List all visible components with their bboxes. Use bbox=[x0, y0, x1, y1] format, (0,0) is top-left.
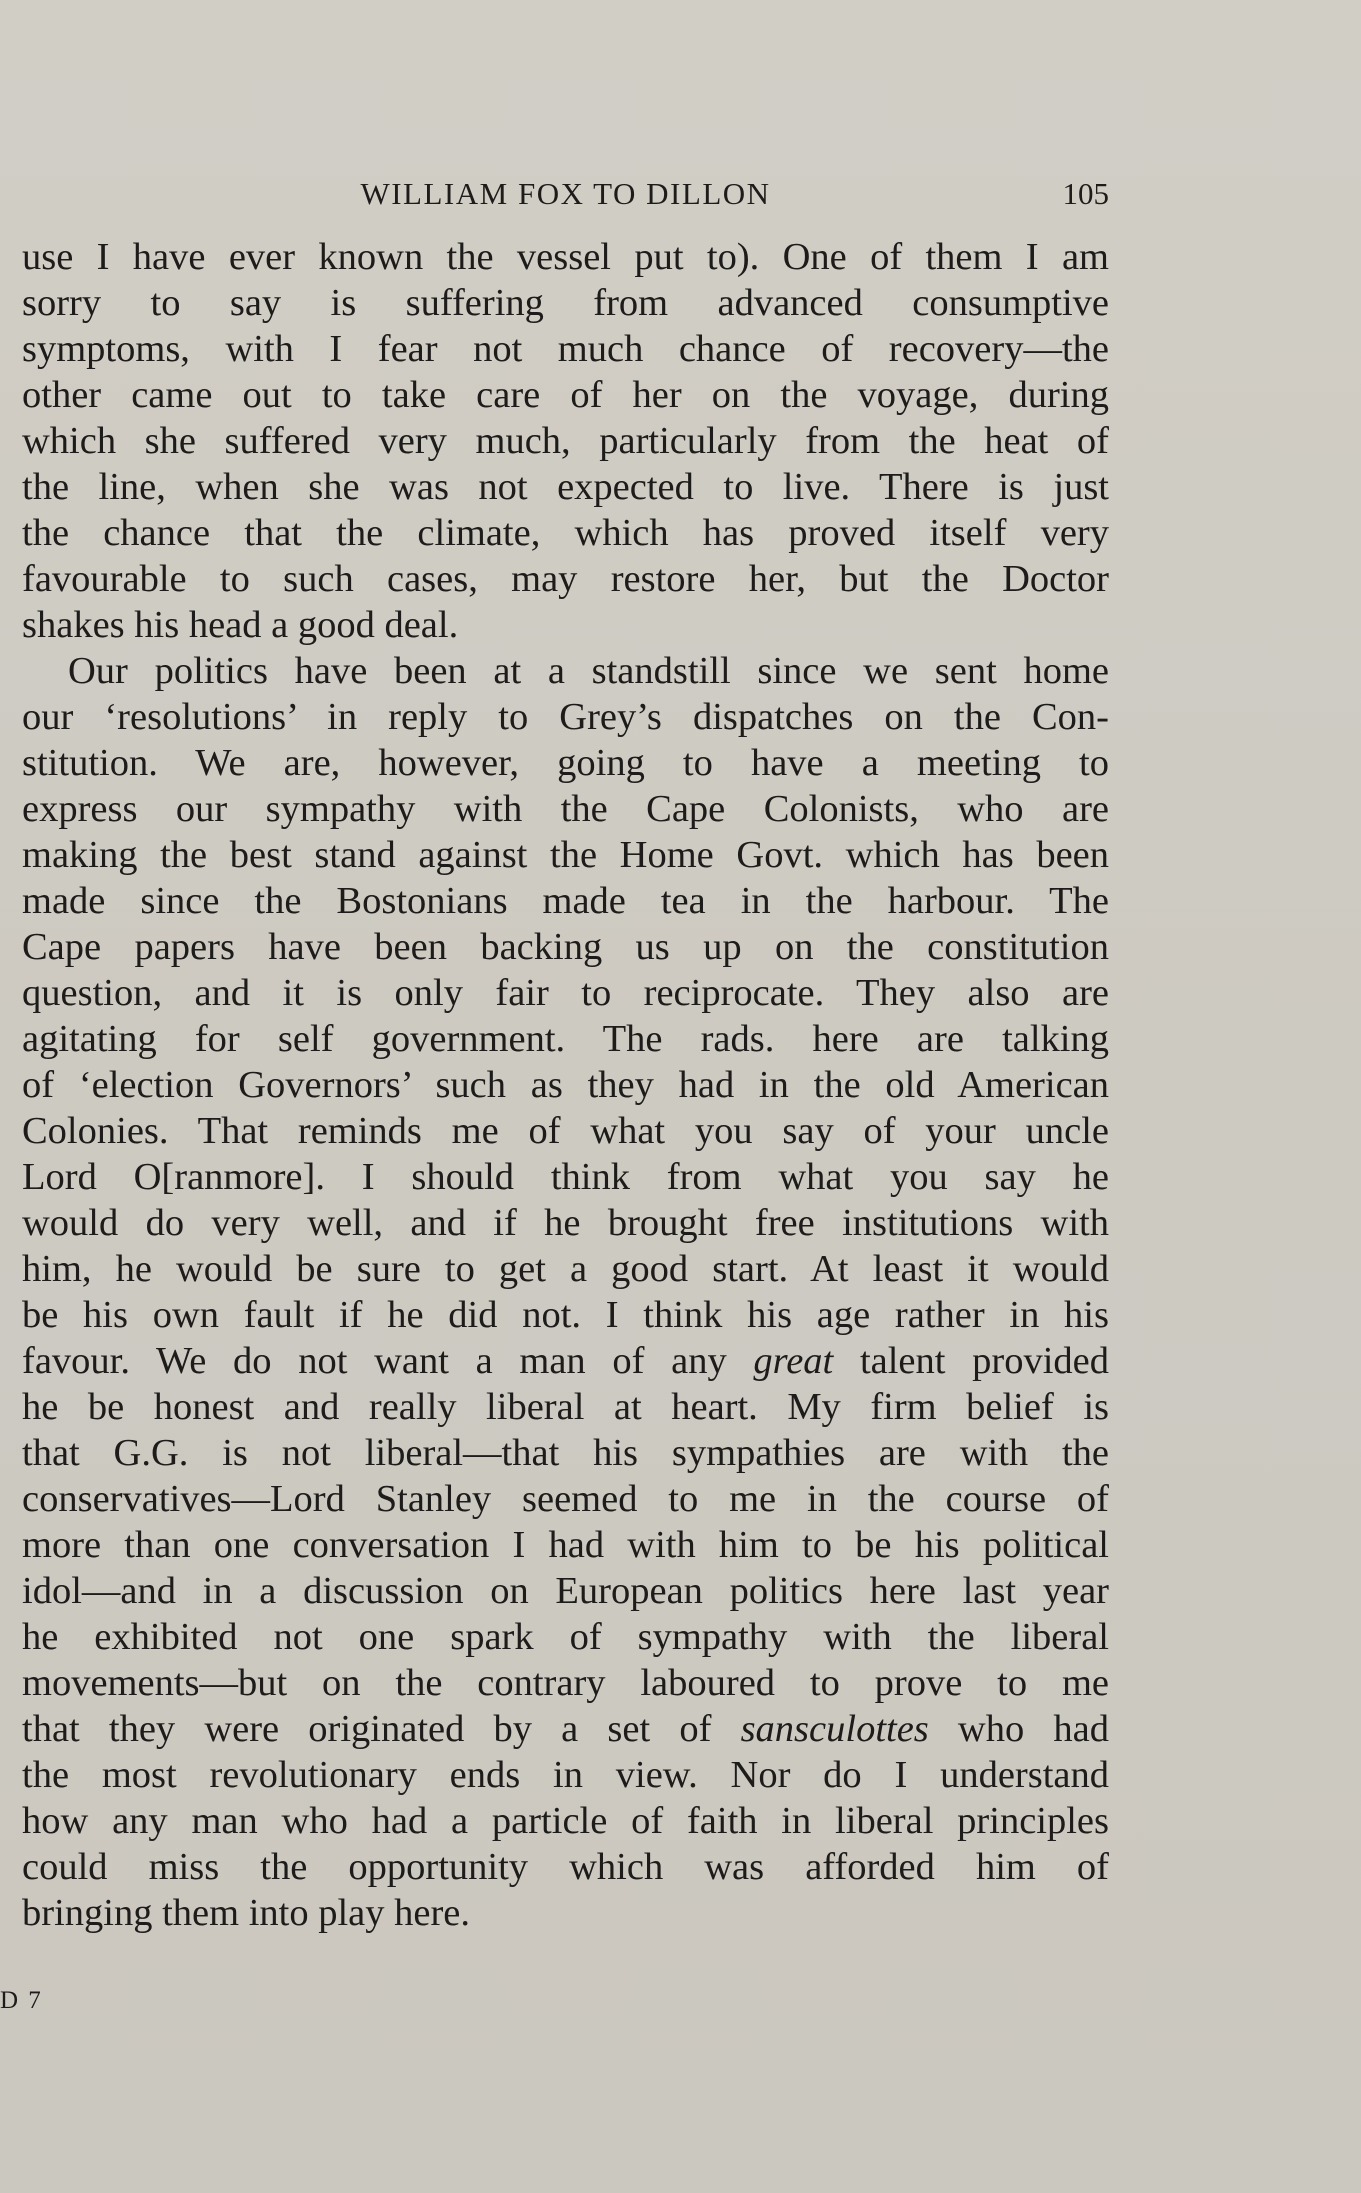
text-run: who had bbox=[928, 1708, 1109, 1750]
text-run: that they were originated by a set of bbox=[22, 1708, 741, 1750]
text-line: more than one conversation I had with him to be his political bbox=[22, 1524, 1109, 1566]
text-line: symptoms, with I fear not much chance of recovery—the bbox=[22, 328, 1109, 370]
text-line: be his own fault if he did not. I think his age rather in his bbox=[22, 1294, 1109, 1336]
text-line: express our sympathy with the Cape Colonists, who are bbox=[22, 788, 1109, 830]
text-line: he be honest and really liberal at heart. My firm belief is bbox=[22, 1386, 1109, 1428]
text-line: stitution. We are, however, going to have a meeting to bbox=[22, 742, 1109, 784]
text-line: Lord O[ranmore]. I should think from what you say he bbox=[22, 1156, 1109, 1198]
text-line: agitating for self government. The rads. here are talking bbox=[22, 1018, 1109, 1060]
text-line: Colonies. That reminds me of what you say of your uncle bbox=[22, 1110, 1109, 1152]
text-line: making the best stand against the Home Govt. which has been bbox=[22, 834, 1109, 876]
paragraph-start-line: Our politics have been at a standstill since we sent home bbox=[68, 650, 1109, 692]
text-line: him, he would be sure to get a good start. At least it would bbox=[22, 1248, 1109, 1290]
letter-body bbox=[22, 234, 1109, 1936]
text-line: could miss the opportunity which was afforded him of bbox=[22, 1846, 1109, 1888]
text-line: made since the Bostonians made tea in the harbour. The bbox=[22, 880, 1109, 922]
signature-mark: D 7 bbox=[0, 1987, 43, 2014]
text-line: bringing them into play here. bbox=[22, 1892, 470, 1934]
running-head bbox=[22, 172, 1109, 216]
text-line: question, and it is only fair to reciprocate. They also are bbox=[22, 972, 1109, 1014]
text-line-with-italic bbox=[22, 1706, 1109, 1752]
text-line: he exhibited not one spark of sympathy with the liberal bbox=[22, 1616, 1109, 1658]
text-line: sorry to say is suffering from advanced consumptive bbox=[22, 282, 1109, 324]
text-line: use I have ever known the vessel put to). One of them I am bbox=[22, 236, 1109, 278]
page-number: 105 bbox=[1062, 176, 1109, 211]
text-line: movements—but on the contrary laboured to prove to me bbox=[22, 1662, 1109, 1704]
italic-word: sansculottes bbox=[740, 1708, 929, 1750]
italic-word: great bbox=[753, 1340, 834, 1382]
text-line: that G.G. is not liberal—that his sympathies are with the bbox=[22, 1432, 1109, 1474]
text-line: the most revolutionary ends in view. Nor do I understand bbox=[22, 1754, 1109, 1796]
text-line: the line, when she was not expected to live. There is just bbox=[22, 466, 1109, 508]
text-line: Cape papers have been backing us up on the constitution bbox=[22, 926, 1109, 968]
text-run: favour. We do not want a man of any bbox=[22, 1340, 754, 1382]
text-line: conservatives—Lord Stanley seemed to me in the course of bbox=[22, 1478, 1109, 1520]
text-line: which she suffered very much, particularly from the heat of bbox=[22, 420, 1109, 462]
text-line: favourable to such cases, may restore her, but the Doctor bbox=[22, 558, 1109, 600]
text-line: our ‘resolutions’ in reply to Grey’s dispatches on the Con- bbox=[22, 696, 1109, 738]
text-line: how any man who had a particle of faith in liberal principles bbox=[22, 1800, 1109, 1842]
text-line: shakes his head a good deal. bbox=[22, 604, 459, 646]
text-line: would do very well, and if he brought free institutions with bbox=[22, 1202, 1109, 1244]
text-line-with-italic bbox=[22, 1338, 1109, 1384]
text-run: talent provided bbox=[833, 1340, 1109, 1382]
text-line: idol—and in a discussion on European politics here last year bbox=[22, 1570, 1109, 1612]
text-line: of ‘election Governors’ such as they had in the old American bbox=[22, 1064, 1109, 1106]
running-title: WILLIAM FOX TO DILLON bbox=[360, 176, 771, 211]
text-line: the chance that the climate, which has proved itself very bbox=[22, 512, 1109, 554]
text-line: other came out to take care of her on the voyage, during bbox=[22, 374, 1109, 416]
